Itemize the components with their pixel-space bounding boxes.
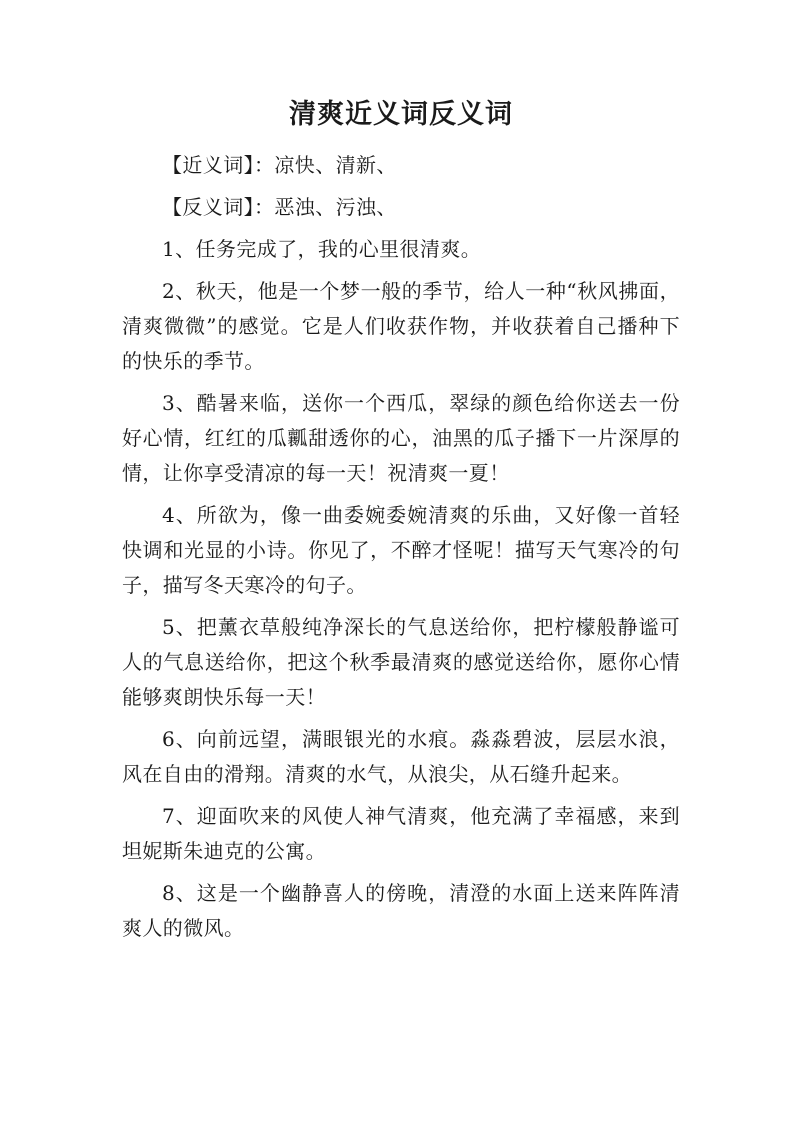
example-sentence-1: 1、任务完成了，我的心里很清爽。 (162, 237, 482, 261)
example-sentence-3: 3、酷暑来临，送你一个西瓜，翠绿的颜色给你送去一份好心情，红红的瓜瓤甜透你的心，油黑的瓜子播下一片深厚的情，让你享受清凉的每一天！祝清爽一夏！ (122, 391, 680, 485)
example-sentence-2: 2、秋天，他是一个梦一般的季节，给人一种“秋风拂面，清爽微微”的感觉。它是人们收获作物，并收获着自己播种下的快乐的季节。 (122, 279, 680, 373)
example-sentence-6: 6、向前远望，满眼银光的水痕。淼淼碧波，层层水浪，风在自由的滑翔。清爽的水气，从浪尖，从石缝升起来。 (122, 727, 680, 786)
synonyms-line: 【近义词】：凉快、清新、 (162, 153, 397, 177)
example-sentence-4: 4、所欲为，像一曲委婉委婉清爽的乐曲，又好像一首轻快调和光显的小诗。你见了，不醉才怪呢！描写天气寒冷的句子，描写冬天寒冷的句子。 (122, 503, 680, 597)
example-sentence-8: 8、这是一个幽静喜人的傍晚，清澄的水面上送来阵阵清爽人的微风。 (122, 881, 680, 940)
example-sentence-7: 7、迎面吹来的风使人神气清爽，他充满了幸福感，来到坦妮斯朱迪克的公寓。 (122, 804, 680, 863)
document-title: 清爽近义词反义词 (289, 99, 513, 130)
example-sentence-5: 5、把薰衣草般纯净深长的气息送给你，把柠檬般静谧可人的气息送给你，把这个秋季最清爽的感觉送给你，愿你心情能够爽朗快乐每一天！ (122, 615, 680, 709)
antonyms-line: 【反义词】：恶浊、污浊、 (162, 195, 397, 219)
